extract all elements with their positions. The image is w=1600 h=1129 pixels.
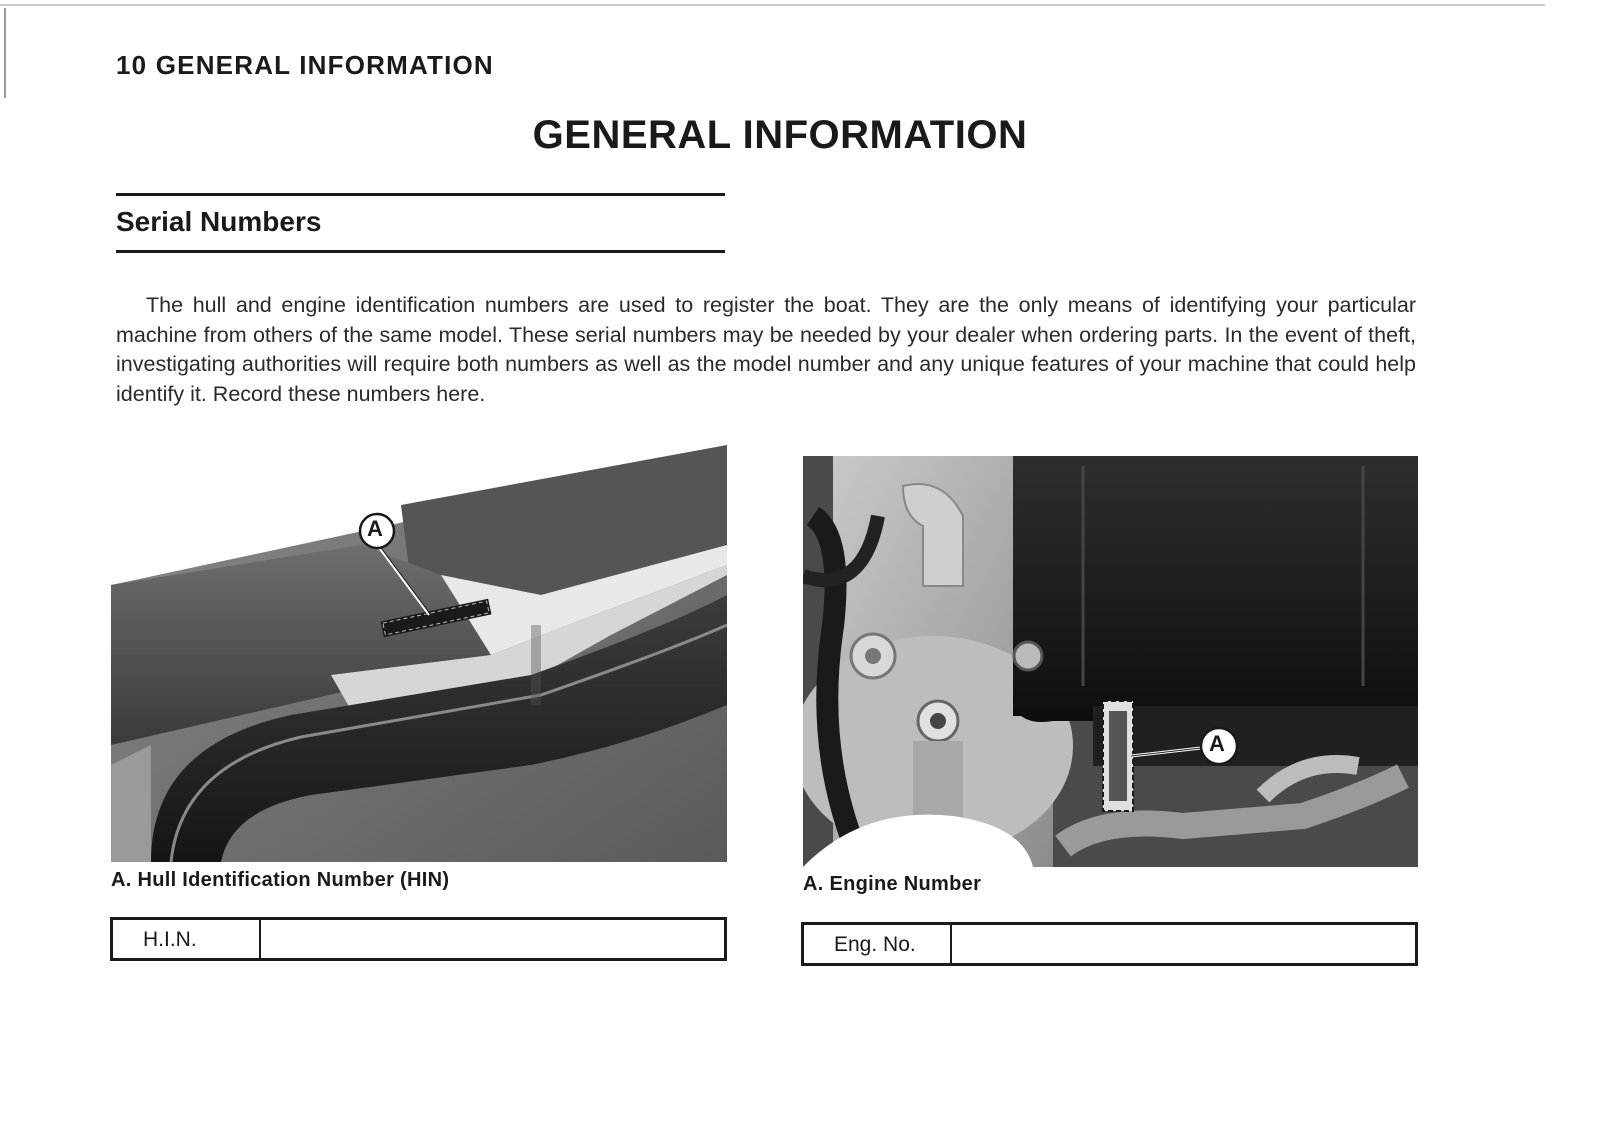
section-heading: Serial Numbers — [116, 206, 322, 237]
page-header: 10 GENERAL INFORMATION — [116, 50, 494, 80]
page-title: GENERAL INFORMATION — [532, 113, 1028, 157]
hin-record-field[interactable] — [261, 920, 724, 958]
hull-photo — [111, 445, 727, 862]
engine-caption: A. Engine Number — [803, 873, 982, 895]
top-edge-rule — [0, 4, 1545, 6]
engine-callout-label: A — [1209, 731, 1225, 756]
engine-record-field[interactable] — [952, 925, 1415, 963]
engine-record-box — [801, 922, 1418, 966]
body-text: The hull and engine identification numbers are used to register the boat. They are the only means of identifying your particular machine from others of the same model. These serial numbers may be needed by your dealer when ordering parts. In the event of theft, investigating authorities will require both numbers as well as the model number and any unique features of your machine that could help identify it. Record these numbers here. — [116, 293, 1416, 406]
section-rule-top — [116, 193, 725, 196]
hull-illustration — [111, 445, 727, 862]
section-rule-bottom — [116, 250, 725, 253]
engine-photo — [803, 456, 1418, 867]
engine-record-label: Eng. No. — [804, 925, 952, 963]
hull-callout-label: A — [367, 516, 383, 541]
page-edge-mark — [4, 8, 6, 98]
hin-record-box — [110, 917, 727, 961]
engine-illustration — [803, 456, 1418, 867]
hin-record-label: H.I.N. — [113, 920, 261, 958]
hull-caption: A. Hull Identification Number (HIN) — [111, 869, 450, 891]
body-paragraph — [116, 291, 1416, 409]
